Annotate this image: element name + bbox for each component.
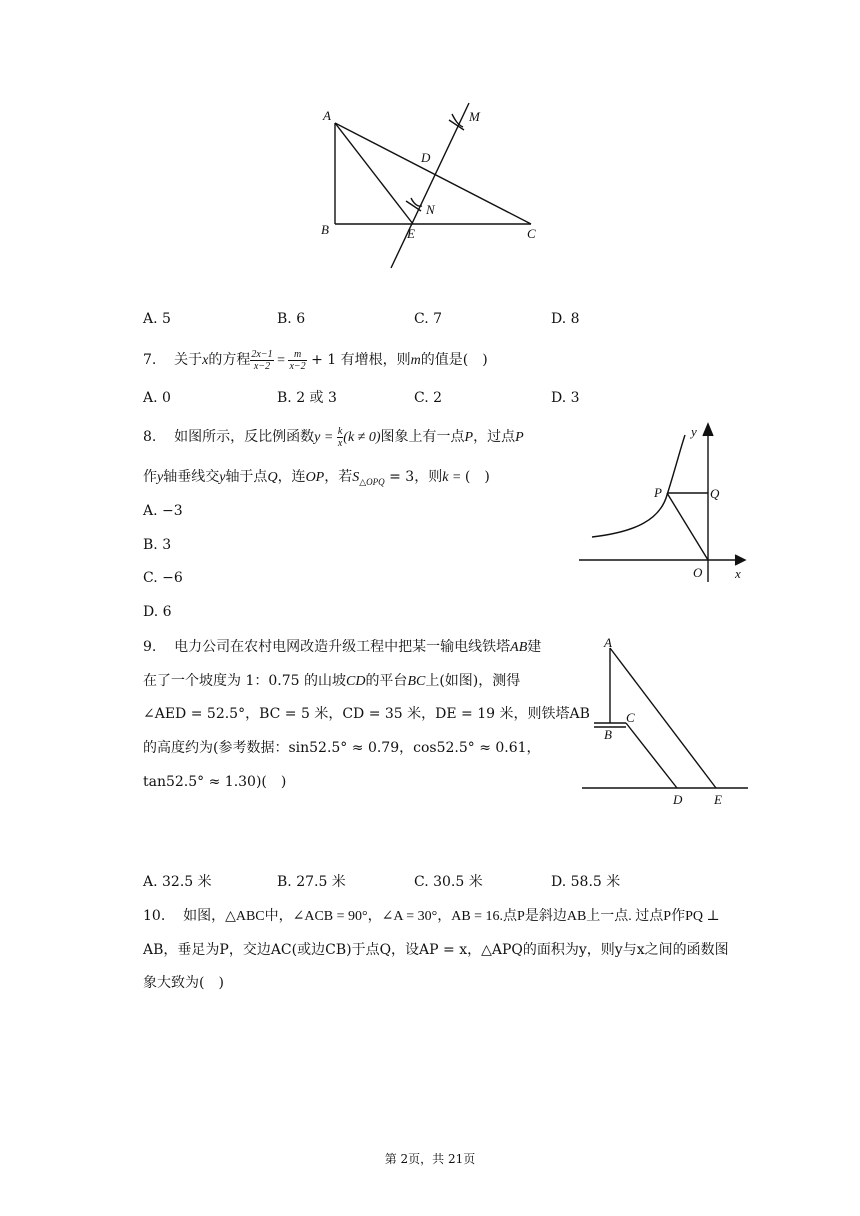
q8-hyperbola-figure — [575, 420, 755, 585]
label-b: B — [604, 727, 612, 742]
x-axis-arrow — [735, 555, 745, 565]
q6-option-b[interactable]: B. 6 — [277, 311, 306, 327]
q7-option-d[interactable]: D. 3 — [551, 390, 580, 406]
q7-fraction-1: $\frac{2x-1}{x-2}$ — [251, 348, 273, 372]
q9-text: 的平台 — [365, 673, 408, 689]
y-axis-arrow — [703, 424, 713, 436]
q7-text: 的值是( ) — [420, 352, 488, 368]
q8-text: ( ) — [464, 469, 490, 485]
q10-number: 10. — [143, 908, 166, 924]
q8-condition: (k ≠ 0) — [343, 430, 381, 445]
label-p: P — [654, 485, 662, 500]
q10-stem-line1 — [143, 906, 720, 927]
q10-text: 如图，△ABC中，∠ACB = 90°，∠A = 30°，AB = 16.点P是斜边AB上一点. 过点P作PQ ⊥ — [183, 909, 720, 924]
q8-area-value: = 3 — [384, 469, 415, 485]
q8-text: ，则 — [414, 469, 443, 485]
q9-option-a[interactable]: A. 32.5 米 — [143, 874, 212, 890]
label-d: D — [421, 150, 431, 165]
q9-text: 电力公司在农村电网改造升级工程中把某一输电线铁塔 — [174, 639, 511, 655]
label-e: E — [407, 226, 415, 241]
q9-option-c[interactable]: C. 30.5 米 — [414, 874, 483, 890]
q8-fraction: $\frac{k}{x}$ — [337, 425, 343, 449]
q8-text: ，连 — [277, 469, 306, 485]
q7-number: 7. — [143, 352, 157, 368]
q8-area-symbol: S — [352, 470, 360, 485]
q9-stem-line4: 的高度约为(参考数据：sin52.5° ≈ 0.79，cos52.5° ≈ 0.61， — [143, 740, 541, 756]
q9-option-d[interactable]: D. 58.5 米 — [551, 874, 621, 890]
q10-stem-line3: 象大致为( ) — [143, 975, 224, 991]
q8-option-d[interactable]: D. 6 — [143, 604, 172, 620]
q8-text: 作 — [143, 469, 157, 485]
q7-var-x: x — [202, 353, 209, 368]
q8-var-p: P — [464, 430, 474, 445]
hyperbola-curve — [592, 435, 685, 537]
q8-stem-line2 — [143, 467, 490, 492]
page-footer: 第 2页，共 21页 — [384, 1152, 476, 1166]
q9-option-b[interactable]: B. 27.5 米 — [277, 874, 346, 890]
q7-plus-one: + 1 — [306, 352, 341, 368]
q8-var-op: OP — [305, 470, 325, 485]
segment-ae — [335, 123, 413, 224]
label-x: x — [735, 566, 741, 581]
label-n: N — [426, 202, 435, 217]
label-e: E — [714, 792, 722, 807]
label-o: O — [693, 565, 703, 580]
q9-stem-line5: tan52.5° ≈ 1.30)( ) — [143, 774, 287, 790]
q8-var-q: Q — [267, 470, 278, 485]
q7-stem — [143, 347, 488, 374]
q7-option-a[interactable]: A. 0 — [143, 390, 171, 406]
q8-text: 图象上有一点 — [380, 429, 465, 445]
q9-var-ab: AB — [510, 640, 528, 655]
label-c: C — [527, 226, 536, 241]
q8-text: ，过点 — [473, 429, 516, 445]
q8-text: 轴于点 — [225, 469, 268, 485]
q9-stem-line3: ∠AED = 52.5°，BC = 5 米，CD = 35 米，DE = 19 米，则铁塔AB — [143, 706, 590, 722]
q10-stem-line2: AB，垂足为P，交边AC(或边CB)于点Q，设AP = x，△APQ的面积为y，则y与x之间的函数图 — [143, 942, 729, 958]
q8-var-y: y — [219, 470, 226, 485]
q6-triangle-figure — [315, 100, 536, 275]
q8-text: 轴垂线交 — [163, 469, 220, 485]
q6-option-a[interactable]: A. 5 — [143, 311, 171, 327]
q9-number: 9. — [143, 639, 157, 655]
q9-text: 上(如图)，测得 — [425, 673, 521, 689]
q7-fraction-2: $\frac{m}{x-2}$ — [289, 348, 306, 372]
label-y: y — [691, 424, 697, 439]
q8-text: 如图所示，反比例函数 — [174, 429, 315, 445]
slope-cd — [626, 723, 677, 788]
q8-text: ，若 — [324, 469, 353, 485]
q9-stem-line1 — [143, 637, 541, 658]
q7-text: 关于 — [174, 352, 203, 368]
q8-var-k: k = — [442, 470, 465, 485]
q7-equals: = — [273, 353, 289, 368]
q9-stem-line2 — [143, 671, 520, 692]
q8-func: y = — [314, 430, 337, 445]
q8-var-y: y — [157, 470, 164, 485]
q8-area-subscript: △OPQ — [359, 476, 385, 487]
q7-text: 有增根，则 — [340, 352, 411, 368]
q9-text: 建 — [527, 639, 542, 655]
q6-option-d[interactable]: D. 8 — [551, 311, 580, 327]
q8-option-b[interactable]: B. 3 — [143, 537, 172, 553]
segment-op — [667, 493, 708, 560]
label-c: C — [626, 710, 635, 725]
label-d: D — [673, 792, 683, 807]
q8-var-p: P — [515, 430, 524, 445]
q9-var-cd: CD — [345, 674, 366, 689]
q7-option-b[interactable]: B. 2 或 3 — [277, 390, 337, 406]
q7-var-m: m — [410, 353, 421, 368]
q9-var-bc: BC — [407, 674, 426, 689]
q8-option-c[interactable]: C. −6 — [143, 570, 183, 586]
arc-mark-m — [449, 114, 464, 130]
label-b: B — [321, 222, 329, 237]
q9-text: 在了一个坡度为 1：0.75 的山坡 — [143, 673, 346, 689]
q6-option-c[interactable]: C. 7 — [414, 311, 443, 327]
label-a: A — [604, 635, 612, 650]
q8-option-a[interactable]: A. −3 — [143, 503, 183, 519]
q8-stem-line1 — [143, 424, 524, 451]
q9-tower-figure — [580, 630, 750, 810]
label-a: A — [323, 108, 331, 123]
label-q: Q — [710, 486, 720, 501]
label-m: M — [469, 109, 480, 124]
q8-number: 8. — [143, 429, 157, 445]
q7-text: 的方程 — [208, 352, 251, 368]
q7-option-c[interactable]: C. 2 — [414, 390, 443, 406]
